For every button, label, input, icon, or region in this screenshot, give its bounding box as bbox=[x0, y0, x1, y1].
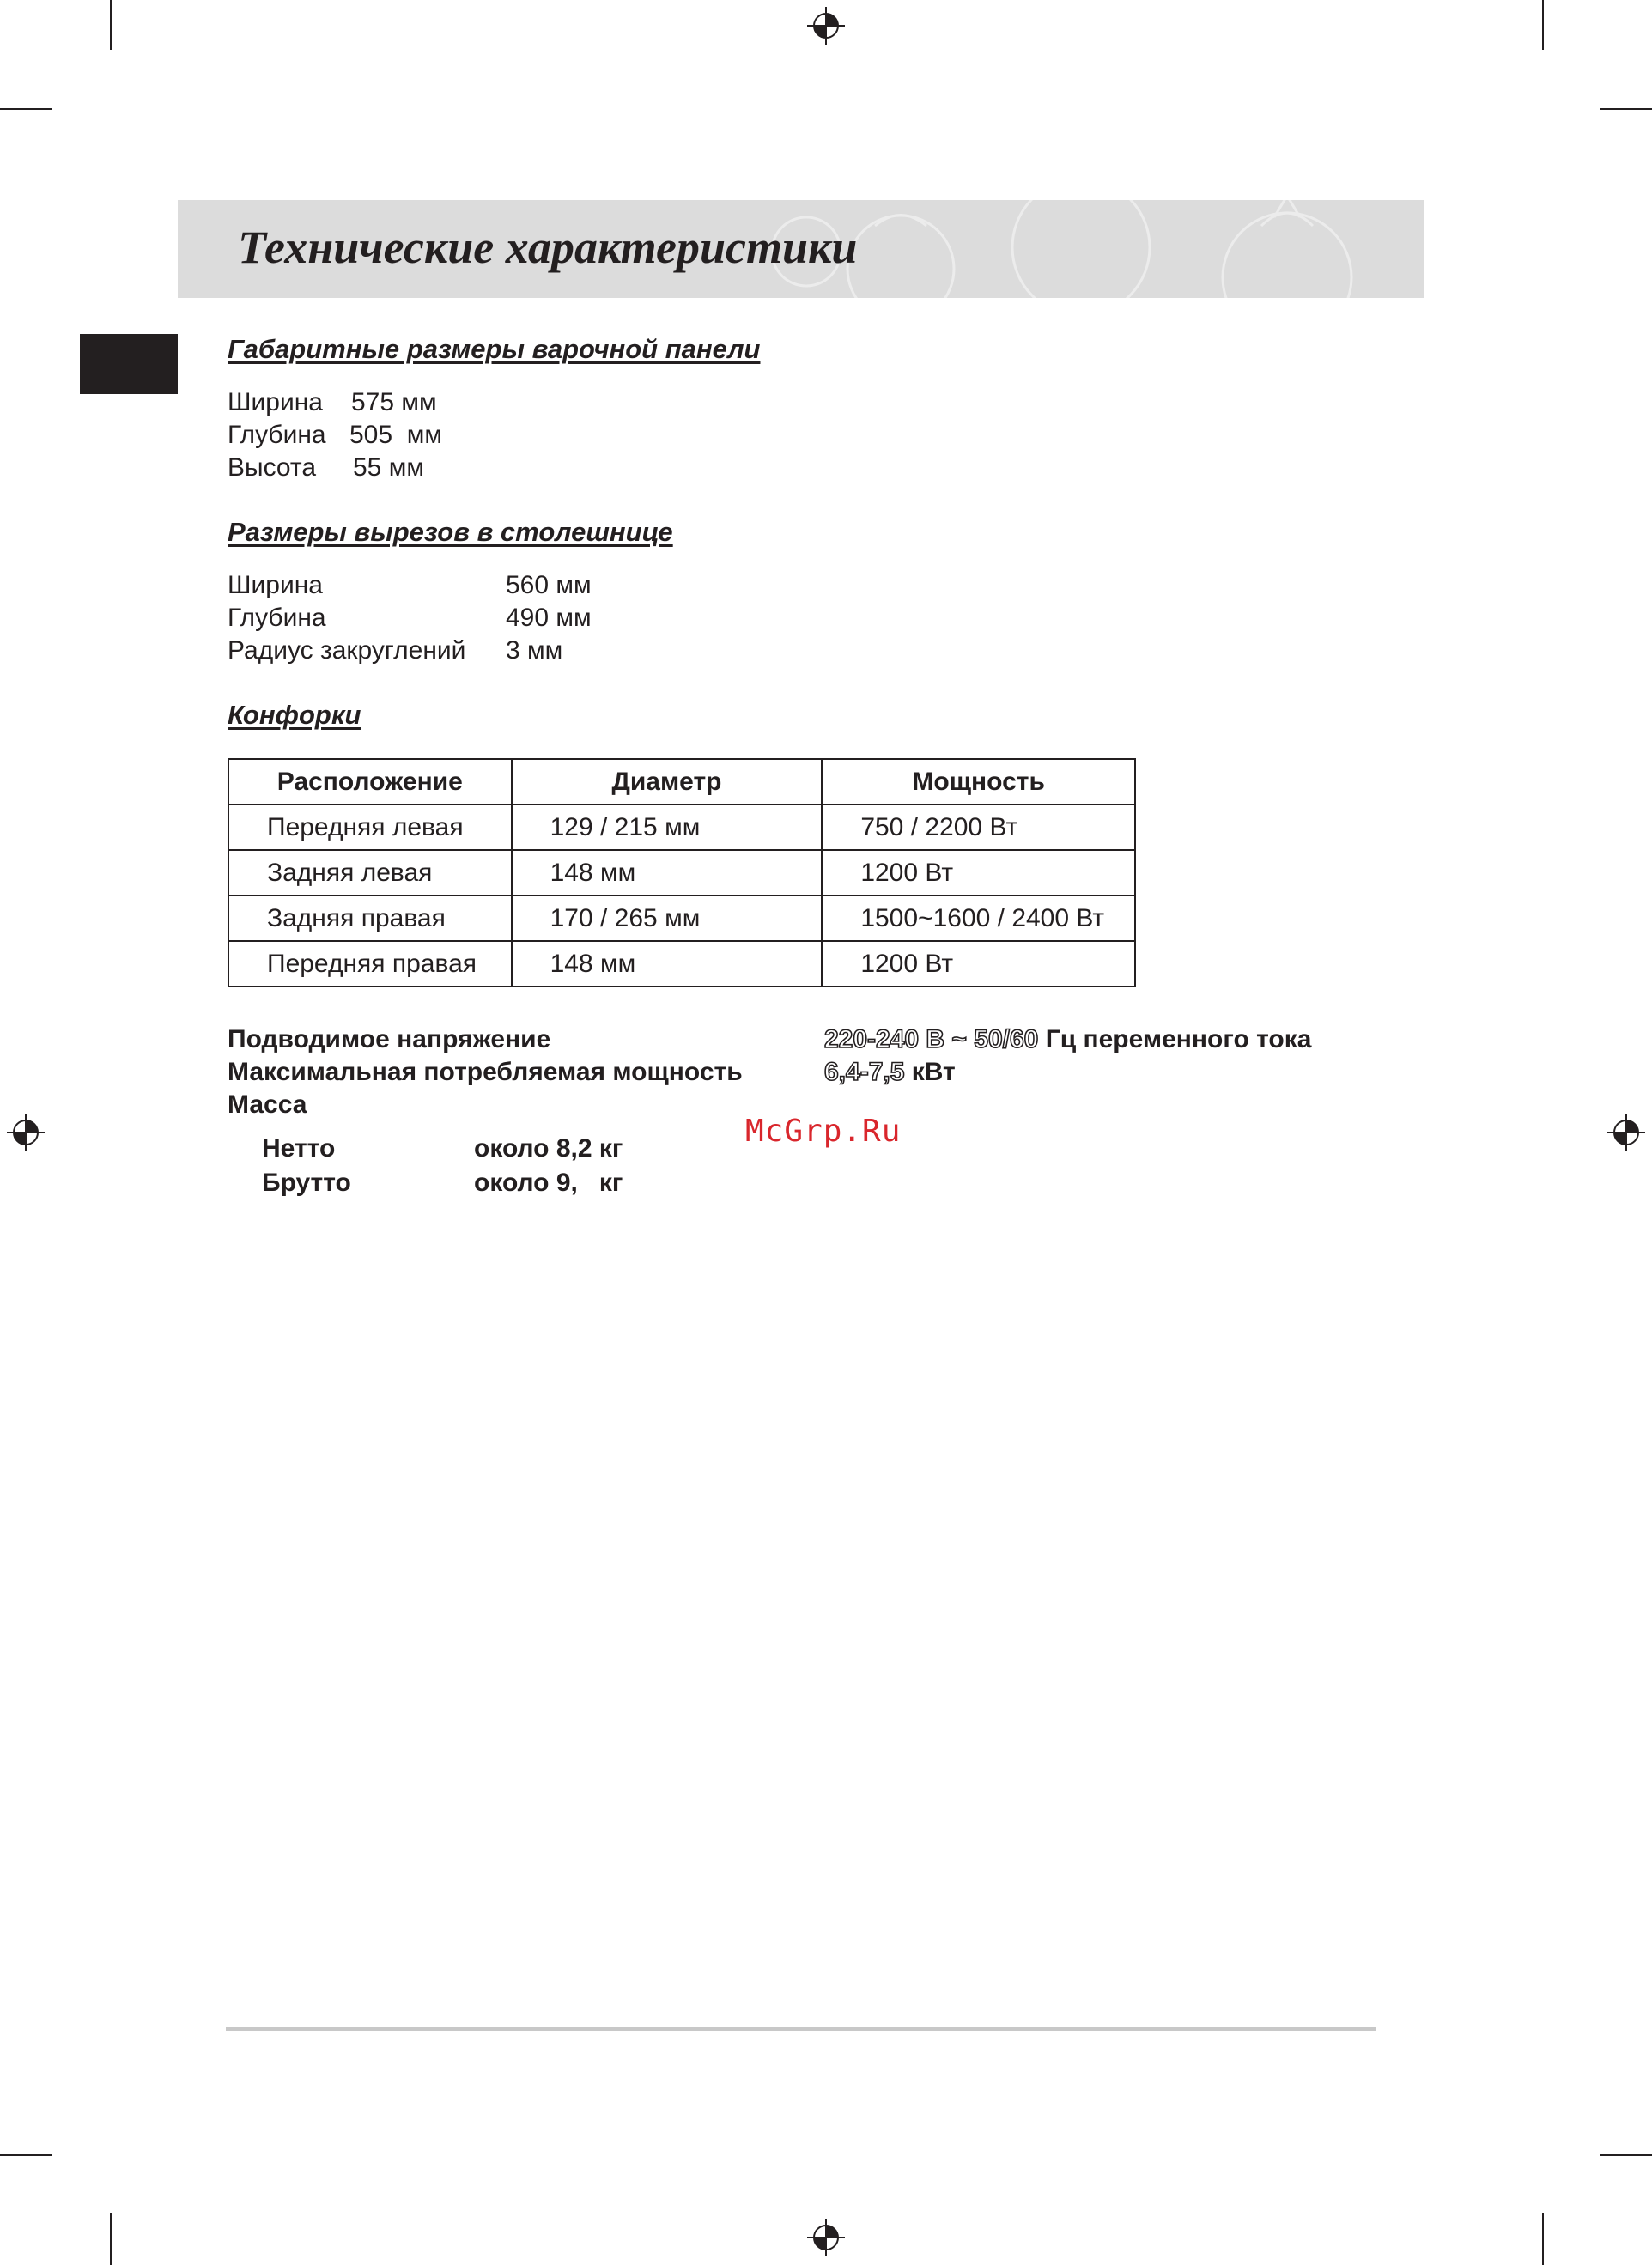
table-cell: 750 / 2200 Вт bbox=[822, 805, 1135, 850]
column-header: Диаметр bbox=[512, 759, 823, 805]
header-banner bbox=[178, 200, 1424, 298]
gross-value: около 9, кг bbox=[474, 1169, 623, 1197]
crop-mark bbox=[0, 108, 52, 110]
row-value: 55 мм bbox=[353, 453, 424, 482]
row-value: 505 мм bbox=[349, 421, 442, 449]
burners-heading: Конфорки bbox=[228, 700, 361, 730]
cutout-dimension-row bbox=[228, 602, 592, 635]
row-value: 490 мм bbox=[506, 604, 592, 632]
registration-mark-icon bbox=[1607, 1114, 1645, 1151]
gross-label: Брутто bbox=[262, 1169, 351, 1197]
row-label: Ширина bbox=[228, 388, 323, 416]
crop-mark bbox=[0, 2154, 52, 2156]
crop-mark bbox=[1542, 0, 1544, 50]
net-label: Нетто bbox=[262, 1134, 336, 1163]
table-cell: 1200 Вт bbox=[822, 850, 1135, 896]
row-value: 3 мм bbox=[506, 636, 563, 665]
voltage-value: 220-240 В ~ 50/60 bbox=[824, 1025, 1039, 1054]
voltage-suffix: Гц переменного тока bbox=[1045, 1025, 1312, 1054]
page-title: Технические характеристики bbox=[238, 222, 858, 273]
row-label: Радиус закруглений bbox=[228, 636, 466, 665]
crop-mark bbox=[110, 2213, 112, 2265]
table-row bbox=[228, 896, 1135, 941]
registration-mark-icon bbox=[7, 1114, 45, 1151]
section-tab-marker bbox=[80, 334, 178, 394]
power-label: Максимальная потребляемая мощность bbox=[228, 1058, 743, 1086]
net-value: около 8,2 кг bbox=[474, 1134, 623, 1163]
row-value: 575 мм bbox=[351, 388, 437, 416]
cutout-dimension-row bbox=[228, 635, 562, 667]
registration-mark-icon bbox=[807, 7, 845, 45]
table-cell: 148 мм bbox=[512, 941, 823, 987]
table-cell: Задняя левая bbox=[228, 850, 512, 896]
hob-dimension-row bbox=[228, 452, 424, 484]
table-row bbox=[228, 941, 1135, 987]
power-suffix: кВт bbox=[911, 1058, 956, 1086]
row-label: Глубина bbox=[228, 604, 326, 632]
tomato-decoration-icon bbox=[772, 200, 1424, 298]
table-cell: Задняя правая bbox=[228, 896, 512, 941]
mass-label: Масса bbox=[228, 1090, 307, 1119]
cutout-dimensions-heading: Размеры вырезов в столешнице bbox=[228, 517, 673, 547]
table-row bbox=[228, 850, 1135, 896]
cutout-dimension-row bbox=[228, 569, 592, 602]
row-label: Высота bbox=[228, 453, 317, 482]
crop-mark bbox=[1542, 2213, 1544, 2265]
row-label: Ширина bbox=[228, 571, 323, 599]
crop-mark bbox=[1600, 2154, 1652, 2156]
crop-mark bbox=[110, 0, 112, 50]
hob-dimension-row bbox=[228, 419, 442, 452]
table-cell: 1500~1600 / 2400 Вт bbox=[822, 896, 1135, 941]
column-header: Мощность bbox=[822, 759, 1135, 805]
table-cell: 170 / 265 мм bbox=[512, 896, 823, 941]
watermark: McGrp.Ru bbox=[745, 1114, 902, 1149]
table-cell: 129 / 215 мм bbox=[512, 805, 823, 850]
column-header: Расположение bbox=[228, 759, 512, 805]
registration-mark-icon bbox=[807, 2219, 845, 2256]
table-cell: 148 мм bbox=[512, 850, 823, 896]
power-value: 6,4-7,5 bbox=[824, 1058, 905, 1086]
row-value: 560 мм bbox=[506, 571, 592, 599]
crop-mark bbox=[1600, 108, 1652, 110]
voltage-value-row bbox=[824, 1023, 1311, 1056]
hob-dimension-row bbox=[228, 386, 437, 419]
hob-dimensions-heading: Габаритные размеры варочной панели bbox=[228, 334, 761, 364]
footer-divider bbox=[226, 2027, 1376, 2031]
table-header-row bbox=[228, 759, 1135, 805]
table-cell: Передняя правая bbox=[228, 941, 512, 987]
table-row bbox=[228, 805, 1135, 850]
power-value-row bbox=[824, 1056, 956, 1089]
table-cell: 1200 Вт bbox=[822, 941, 1135, 987]
burners-table bbox=[228, 758, 1136, 987]
row-label: Глубина bbox=[228, 421, 326, 449]
voltage-label: Подводимое напряжение bbox=[228, 1025, 551, 1054]
table-cell: Передняя левая bbox=[228, 805, 512, 850]
